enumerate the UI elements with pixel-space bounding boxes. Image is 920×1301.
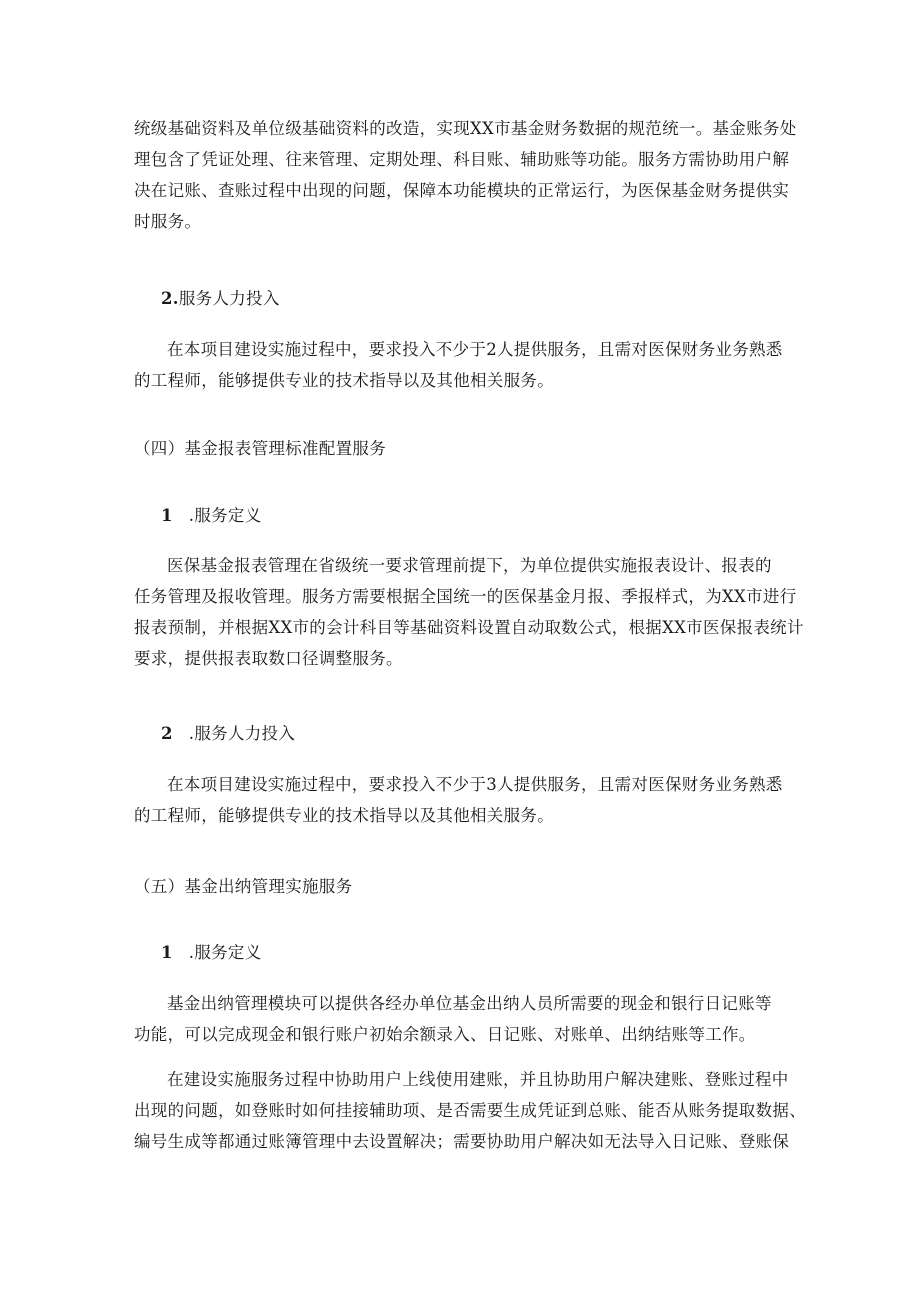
heading-text: 服务人力投入 [178, 289, 280, 308]
text-line: 时服务。 [134, 212, 202, 231]
text-line: 医保基金报表管理在省级统一要求管理前提下，为单位提供实施报表设计、报表的 [167, 556, 772, 575]
text-line: 功能，可以完成现金和银行账户初始余额录入、日记账、对账单、出纳结账等工作。 [134, 1025, 756, 1044]
text-line: 要求，提供报表取数口径调整服务。 [134, 649, 403, 668]
text-line: 在本项目建设实施过程中，要求投入不少于3人提供服务，且需对医保财务业务熟悉 [167, 775, 783, 794]
heading-number: 1 [161, 506, 173, 525]
text-line: 决在记账、查账过程中出现的问题，保障本功能模块的正常运行，为医保基金财务提供实 [134, 181, 790, 200]
section-heading-staffing [161, 287, 280, 311]
heading-number: 2. [161, 289, 179, 308]
text-line: 的工程师，能够提供专业的技术指导以及其他相关服务。 [134, 371, 554, 390]
paragraph-fund-accounting [134, 113, 797, 237]
heading-text: .服务定义 [188, 943, 262, 962]
text-line: 在本项目建设实施过程中，要求投入不少于2人提供服务，且需对医保财务业务熟悉 [167, 340, 783, 359]
paragraph-staffing-2 [134, 334, 794, 396]
text-line: 报表预制，并根据XX市的会计科目等基础资料设置自动取数公式，根据XX市医保报表统计 [134, 618, 804, 637]
paragraph-staffing-3 [134, 769, 794, 831]
heading-text: .服务定义 [188, 506, 262, 525]
heading-number: 2 [161, 724, 173, 743]
text-line: 编号生成等都通过账簿管理中去设置解决；需要协助用户解决如无法导入日记账、登账保 [134, 1132, 790, 1151]
text-line: 任务管理及报收管理。服务方需要根据全国统一的医保基金月报、季报样式，为XX市进行 [134, 587, 797, 606]
heading-number: 1 [161, 943, 173, 962]
section-heading-staffing [161, 722, 295, 746]
heading-text: .服务人力投入 [188, 724, 296, 743]
text-line: 的工程师，能够提供专业的技术指导以及其他相关服务。 [134, 806, 554, 825]
text-line: 基金出纳管理模块可以提供各经办单位基金出纳人员所需要的现金和银行日记账等 [167, 994, 772, 1013]
section-heading-report-management: （四）基金报表管理标准配置服务 [134, 439, 386, 458]
text-line: 出现的问题，如登账时如何挂接辅助项、是否需要生成凭证到总账、能否从账务提取数据、 [134, 1101, 806, 1120]
text-line: 理包含了凭证处理、往来管理、定期处理、科目账、辅助账等功能。服务方需协助用户解 [134, 150, 790, 169]
paragraph-report-definition [134, 550, 804, 674]
section-heading-cashier-management: （五）基金出纳管理实施服务 [134, 877, 353, 896]
paragraph-cashier-implementation [134, 1064, 806, 1157]
paragraph-cashier-definition [134, 988, 794, 1050]
section-heading-definition [161, 941, 262, 965]
text-line: 统级基础资料及单位级基础资料的改造，实现XX市基金财务数据的规范统一。基金账务处 [134, 119, 797, 138]
text-line: 在建设实施服务过程中协助用户上线使用建账，并且协助用户解决建账、登账过程中 [167, 1070, 789, 1089]
section-heading-definition [161, 504, 262, 528]
